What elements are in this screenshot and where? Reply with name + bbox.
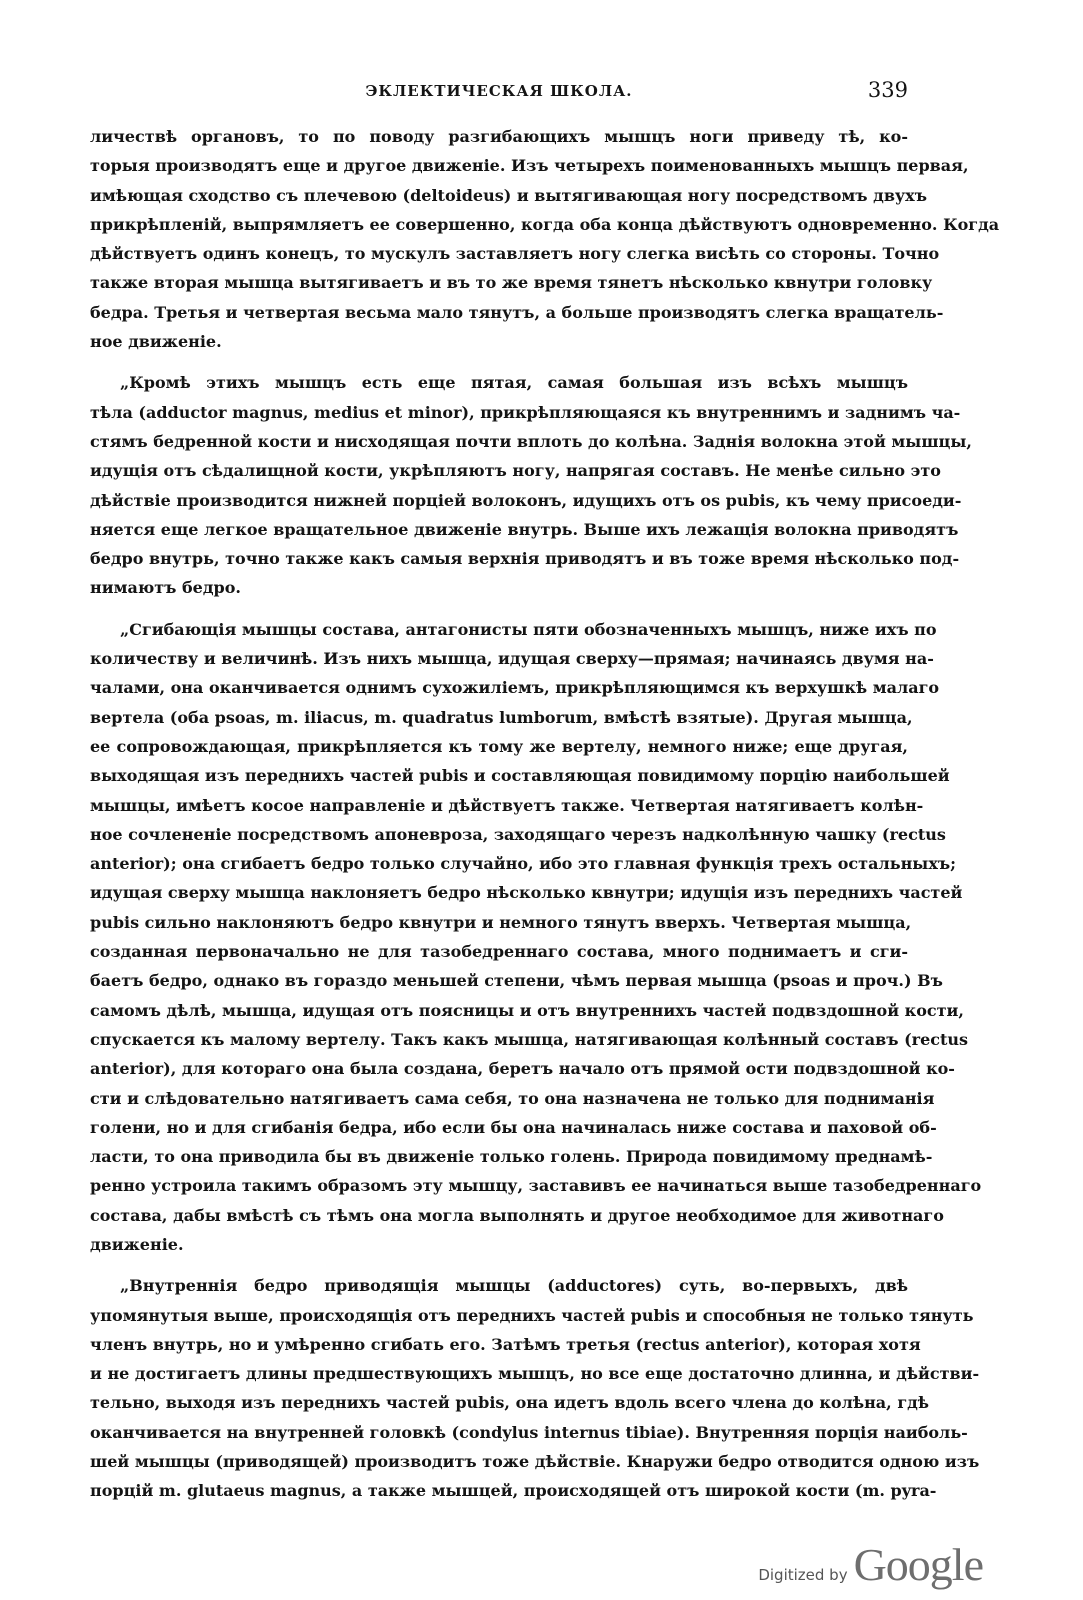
text-line: чалами, она оканчивается однимъ сухожиліемъ, прикрѣпляющимся къ верхушкѣ малаго xyxy=(90,678,940,698)
text-line: бедро внутрь, точно также какъ самыя верхнія приводятъ и въ тоже время нѣсколько под- xyxy=(90,549,960,569)
text-line: вертела (оба psoas, m. iliacus, m. quadratus lumborum, вмѣстѣ взятые). Другая мышца, xyxy=(90,707,913,727)
paragraph-gap xyxy=(90,356,908,368)
text-line: личествѣ органовъ, то по поводу разгибающихъ мышцъ ноги приведу тѣ, ко- xyxy=(90,127,908,146)
text-line: pubis сильно наклоняютъ бедро квнутри и немного тянутъ вверхъ. Четвертая мышца, xyxy=(90,912,912,932)
text-line: идущія отъ сѣдалищной кости, укрѣпляютъ ногу, напрягая составъ. Не менѣе сильно это xyxy=(90,461,941,481)
text-line: состава, дабы вмѣстѣ съ тѣмъ она могла выполнять и другое необходимое для животнаго xyxy=(90,1205,944,1225)
page-number: 339 xyxy=(867,78,908,102)
text-line: тѣла (adductor magnus, medius et minor), прикрѣпляющаяся къ внутреннимъ и заднимъ ча- xyxy=(90,402,961,422)
text-line: ласти, то она приводила бы въ движеніе только голень. Природа повидимому преднамѣ- xyxy=(90,1147,933,1167)
text-line: порцій m. glutaeus magnus, а также мышцей, происходящей отъ широкой кости (m. pyra- xyxy=(90,1481,937,1501)
text-line: дѣйствіе производится нижней порціей волоконъ, идущихъ отъ os pubis, къ чему присоеди- xyxy=(90,490,962,510)
text-line: членъ внутрь, но и умѣренно сгибать его. Затѣмъ третья (rectus anterior), которая хотя xyxy=(90,1334,921,1354)
text-line: „Сгибающія мышцы состава, антагонисты пяти обозначенныхъ мышцъ, ниже ихъ по xyxy=(120,619,937,639)
text-line: нимаютъ бедро. xyxy=(90,578,241,598)
text-line: и не достигаетъ длины предшествующихъ мышцъ, но все еще достаточно длинна, и дѣйстви- xyxy=(90,1364,980,1384)
text-line: сти и слѣдовательно натягиваетъ сама себя, то она назначена не только для подниманія xyxy=(90,1088,935,1108)
digitized-by-label: Digitized by xyxy=(758,1566,848,1584)
text-line: баетъ бедро, однако въ гораздо меньшей степени, чѣмъ первая мышца (psoas и проч.) Въ xyxy=(90,971,943,991)
running-header xyxy=(90,78,908,106)
text-line: стямъ бедренной кости и нисходящая почти вплоть до колѣна. Заднія волокна этой мышцы, xyxy=(90,431,972,451)
paragraph xyxy=(90,615,982,1260)
text-line: количеству и величинѣ. Изъ нихъ мышца, идущая сверху—прямая; начинаясь двумя на- xyxy=(90,649,934,669)
page-body xyxy=(90,122,1000,1506)
text-line: anterior); она сгибаетъ бедро только случайно, ибо это главная функція трехъ остальныхъ; xyxy=(90,854,957,874)
paragraph-gap xyxy=(90,603,908,615)
text-line: созданная первоначально не для тазобедреннаго состава, много поднимаетъ и сги- xyxy=(90,942,908,962)
text-line: мышцы, имѣетъ косое направленіе и дѣйствуетъ также. Четвертая натягиваетъ колѣн- xyxy=(90,795,924,815)
text-line: anterior), для котораго она была создана, беретъ начало отъ прямой ости подвздошной ко- xyxy=(90,1059,955,1079)
text-line: тельно, выходя изъ переднихъ частей pubis, она идетъ вдоль всего члена до колѣна, гдѣ xyxy=(90,1393,930,1413)
text-line: „Кромѣ этихъ мышцъ есть еще пятая, самая большая изъ всѣхъ мышцъ xyxy=(120,373,908,393)
google-logo: Google xyxy=(853,1539,983,1590)
text-line: ренно устроила такимъ образомъ эту мышцу, заставивъ ее начинаться выше тазобедреннаго xyxy=(90,1176,982,1196)
text-line: выходящая изъ переднихъ частей pubis и составляющая повидимому порцію наибольшей xyxy=(90,766,950,786)
text-line: торыя производятъ еще и другое движеніе. Изъ четырехъ поименованныхъ мышцъ первая, xyxy=(90,156,969,176)
paragraph xyxy=(90,1271,980,1505)
text-line: ное движеніе. xyxy=(90,332,222,352)
text-line: идущая сверху мышца наклоняетъ бедро нѣсколько квнутри; идущія изъ переднихъ частей xyxy=(90,883,963,903)
running-title: ЭКЛЕКТИЧЕСКАЯ ШКОЛА. xyxy=(365,82,633,100)
text-line: оканчивается на внутренней головкѣ (condylus internus tibiae). Внутренняя порція наиболь- xyxy=(90,1422,968,1442)
text-line: бедра. Третья и четвертая весьма мало тянутъ, а больше производятъ слегка вращатель- xyxy=(90,302,944,322)
text-line: также вторая мышца вытягиваетъ и въ то же время тянетъ нѣсколько квнутри головку xyxy=(90,273,933,293)
text-line: няется еще легкое вращательное движеніе внутрь. Выше ихъ лежащія волокна приводятъ xyxy=(90,519,959,539)
text-line: шей мышцы (приводящей) производитъ тоже дѣйствіе. Кнаружи бедро отводится одною изъ xyxy=(90,1452,980,1472)
text-line: имѣющая сходство съ плечевою (deltoideus) и вытягивающая ногу посредствомъ двухъ xyxy=(90,185,927,205)
paragraph xyxy=(90,122,1000,356)
text-line: дѣйствуетъ одинъ конецъ, то мускулъ заставляетъ ногу слегка висѣть со стороны. Точно xyxy=(90,244,940,264)
text-line: ее сопровождающая, прикрѣпляется къ тому же вертелу, немного ниже; еще другая, xyxy=(90,736,908,756)
text-line: упомянутыя выше, происходящія отъ переднихъ частей pubis и способныя не только тянуть xyxy=(90,1305,974,1325)
text-line: ное сочлененіе посредствомъ апоневроза, заходящаго черезъ надколѣнную чашку (rectus xyxy=(90,824,946,844)
paragraph-gap xyxy=(90,1259,908,1271)
text-line: прикрѣпленій, выпрямляетъ ее совершенно, когда оба конца дѣйствуютъ одновременно. Когда xyxy=(90,214,1000,234)
text-line: спускается къ малому вертелу. Такъ какъ мышца, натягивающая колѣнный составъ (rectus xyxy=(90,1029,969,1049)
text-line: самомъ дѣлѣ, мышца, идущая отъ поясницы и отъ внутреннихъ частей подвздошной кости, xyxy=(90,1000,964,1020)
text-line: движеніе. xyxy=(90,1234,184,1254)
digitization-watermark xyxy=(758,1538,983,1591)
paragraph xyxy=(90,368,972,602)
text-line: голени, но и для сгибанія бедра, ибо если бы она начиналась ниже состава и паховой об- xyxy=(90,1117,937,1137)
text-line: „Внутреннія бедро приводящія мышцы (adductores) суть, во-первыхъ, двѣ xyxy=(120,1276,908,1296)
